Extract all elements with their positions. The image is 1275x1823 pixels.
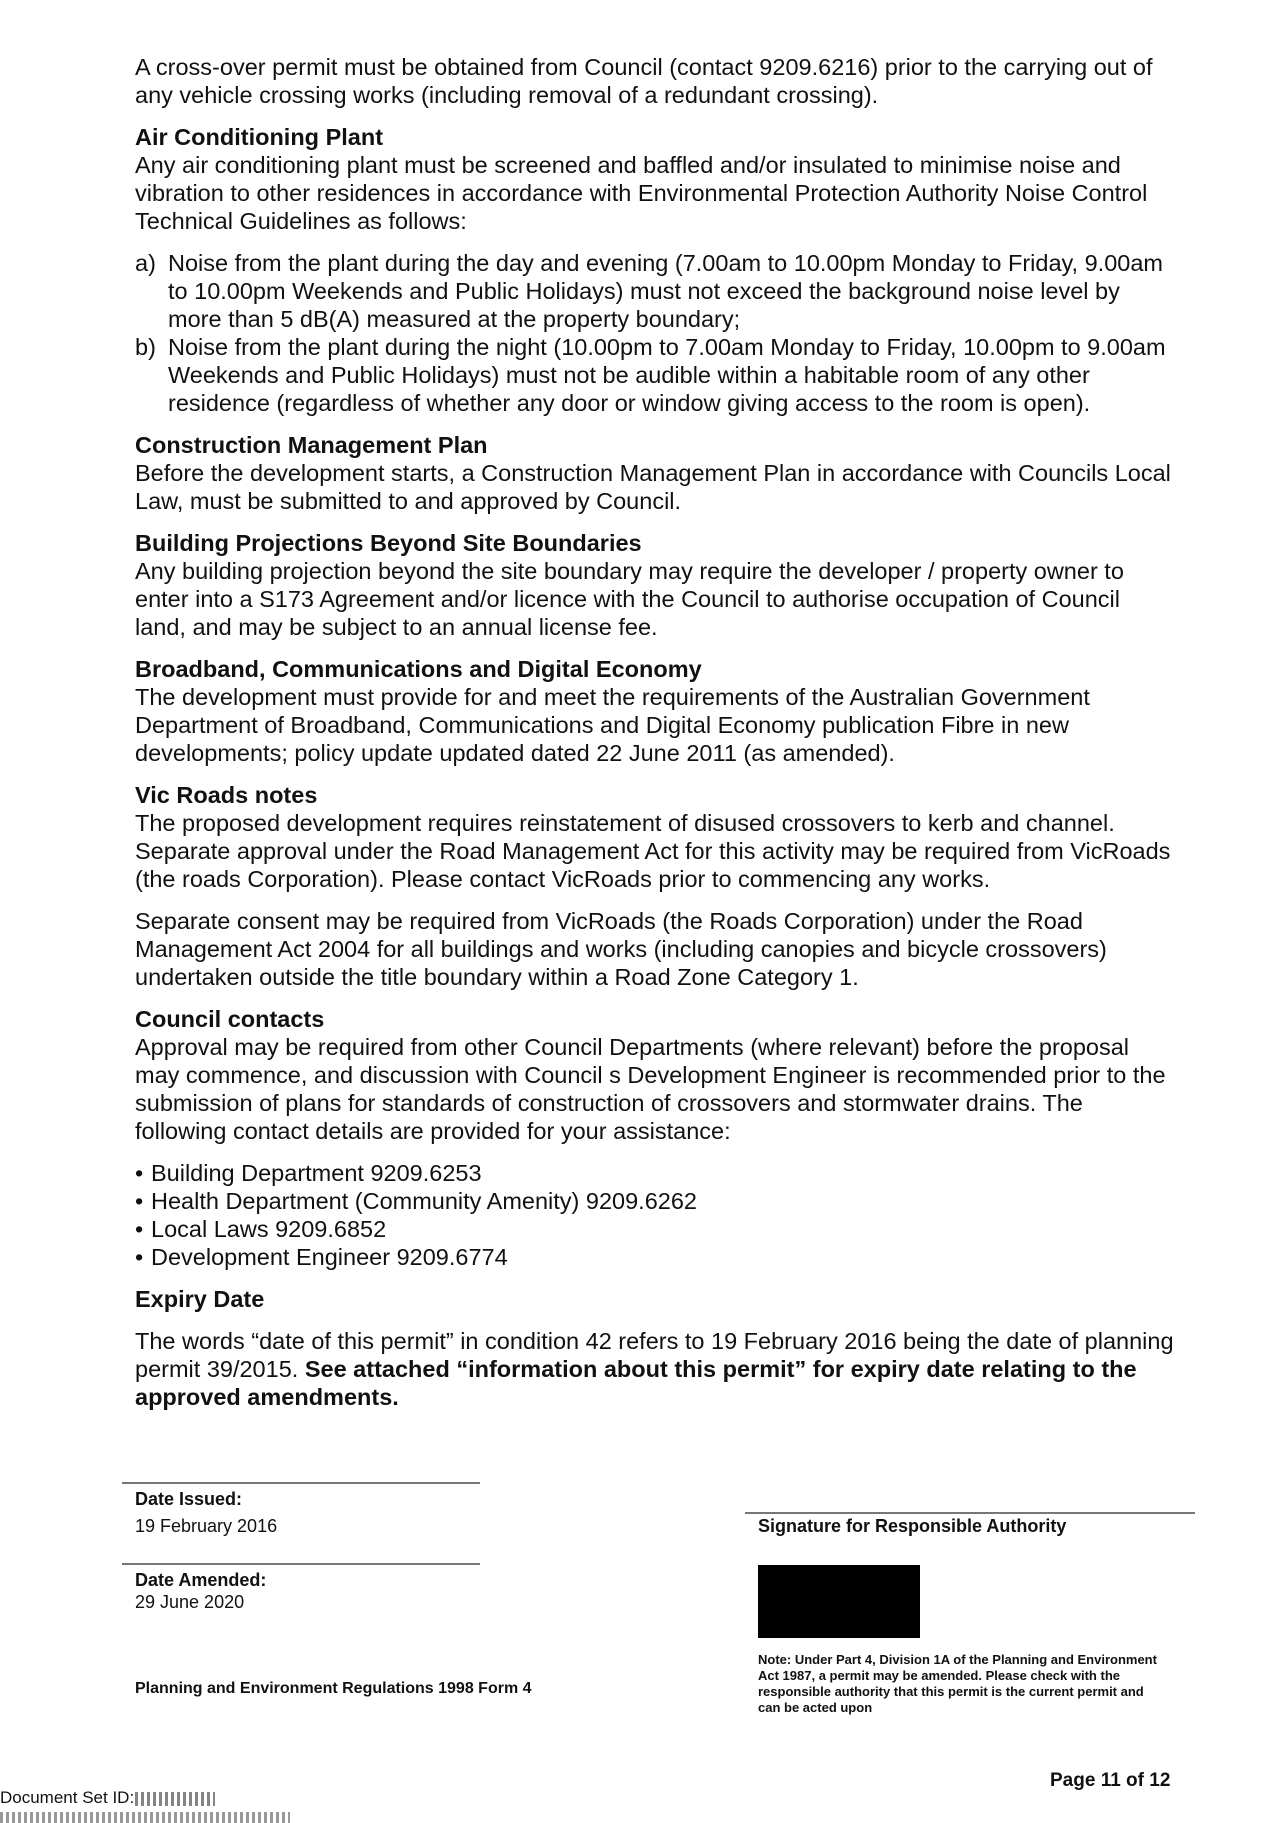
redacted-signature	[758, 1565, 920, 1638]
broadband-section	[135, 655, 1175, 767]
date-amended-label: Date Amended:	[135, 1570, 267, 1590]
vicroads-section	[135, 781, 1175, 991]
list-item: • Local Laws 9209.6852	[135, 1215, 1175, 1243]
page-number: Page 11 of 12	[1050, 1770, 1171, 1791]
broadband-text: The development must provide for and meet the requirements of the Australian Government Department of Broadband, Communications and Digital Economy publication Fibre in new developments; policy update updated dated 22 June 2011 (as amended).	[135, 684, 1090, 766]
document-body	[135, 53, 1175, 1425]
council-contacts-heading: Council contacts	[135, 1006, 325, 1032]
building-projections-section	[135, 529, 1175, 641]
divider	[122, 1482, 480, 1484]
construction-management-heading: Construction Management Plan	[135, 432, 488, 458]
list-item: • Health Department (Community Amenity) 9209.6262	[135, 1187, 1175, 1215]
list-item: • Development Engineer 9209.6774	[135, 1243, 1175, 1271]
regulations-form: Planning and Environment Regulations 1998 Form 4	[135, 1680, 532, 1697]
noise-conditions-list	[135, 249, 1175, 417]
air-conditioning-heading: Air Conditioning Plant	[135, 124, 384, 150]
contact-list	[135, 1159, 1175, 1271]
expiry-text: The words “date of this permit” in condition 42 refers to 19 February 2016 being the date of planning permit 39/2015. See attached “information about this permit” for expiry date relating to the approved amendments.	[135, 1328, 1174, 1410]
air-conditioning-text: Any air conditioning plant must be screened and baffled and/or insulated to minimise noise and vibration to other residences in accordance with Environmental Protection Authority Noise Control Technical Guidelines as follows:	[135, 152, 1148, 234]
vicroads-heading: Vic Roads notes	[135, 782, 318, 808]
obscured-version-line	[0, 1812, 290, 1823]
obscured-id	[135, 1792, 215, 1806]
list-item: a) Noise from the plant during the day and evening (7.00am to 10.00pm Monday to Friday, 9.00am to 10.00pm Weekends and Public Holidays) must not exceed the background noise level by more than 5 dB(A) measured at the property boundary;	[135, 250, 1163, 332]
list-item: • Building Department 9209.6253	[135, 1159, 1175, 1187]
date-issued-value: 19 February 2016	[135, 1516, 278, 1536]
list-item: b) Noise from the plant during the night (10.00pm to 7.00am Monday to Friday, 10.00pm to 9.00am Weekends and Public Holidays) must not be audible within a habitable room of any other residence (regardless of whether any door or window giving access to the room is open).	[135, 334, 1166, 416]
air-conditioning-section	[135, 123, 1175, 417]
crossover-paragraph: A cross-over permit must be obtained from Council (contact 9209.6216) prior to the carrying out of any vehicle crossing works (including removal of a redundant crossing).	[135, 54, 1153, 108]
expiry-bold-note: See attached “information about this permit” for expiry date relating to the approved amendments.	[135, 1356, 1137, 1410]
council-contacts-text: Approval may be required from other Council Departments (where relevant) before the proposal may commence, and discussion with Council s Development Engineer is recommended prior to the submission of plans for standards of construction of crossovers and stormwater drains. The following contact details are provided for your assistance:	[135, 1034, 1166, 1144]
amendment-note: Note: Under Part 4, Division 1A of the Planning and Environment Act 1987, a permit may be amended. Please check with the responsible authority that this permit is the current permit and can be acted upon	[758, 1652, 1157, 1715]
signature-label: Signature for Responsible Authority	[758, 1516, 1067, 1536]
divider	[745, 1512, 1195, 1514]
expiry-section	[135, 1285, 1175, 1411]
vicroads-paragraph-2: Separate consent may be required from VicRoads (the Roads Corporation) under the Road Management Act 2004 for all buildings and works (including canopies and bicycle crossovers) undertaken outside the title boundary within a Road Zone Category 1.	[135, 908, 1107, 990]
construction-management-section	[135, 431, 1175, 515]
council-contacts-section	[135, 1005, 1175, 1271]
document-set-id-label: Document Set ID:	[0, 1788, 135, 1807]
divider	[122, 1563, 480, 1565]
vicroads-paragraph-1: The proposed development requires reinstatement of disused crossovers to kerb and channel. Separate approval under the Road Management Act for this activity may be required from VicRoads (the roads Corporation). Please contact VicRoads prior to commencing any works.	[135, 810, 1171, 892]
construction-management-text: Before the development starts, a Construction Management Plan in accordance with Councils Local Law, must be submitted to and approved by Council.	[135, 460, 1171, 514]
building-projections-heading: Building Projections Beyond Site Boundaries	[135, 530, 642, 556]
building-projections-text: Any building projection beyond the site boundary may require the developer / property owner to enter into a S173 Agreement and/or licence with the Council to authorise occupation of Council land, and may be subject to an annual license fee.	[135, 558, 1124, 640]
date-amended-value: 29 June 2020	[135, 1592, 245, 1612]
date-issued-label: Date Issued:	[135, 1489, 243, 1509]
expiry-heading: Expiry Date	[135, 1286, 265, 1312]
broadband-heading: Broadband, Communications and Digital Economy	[135, 656, 702, 682]
